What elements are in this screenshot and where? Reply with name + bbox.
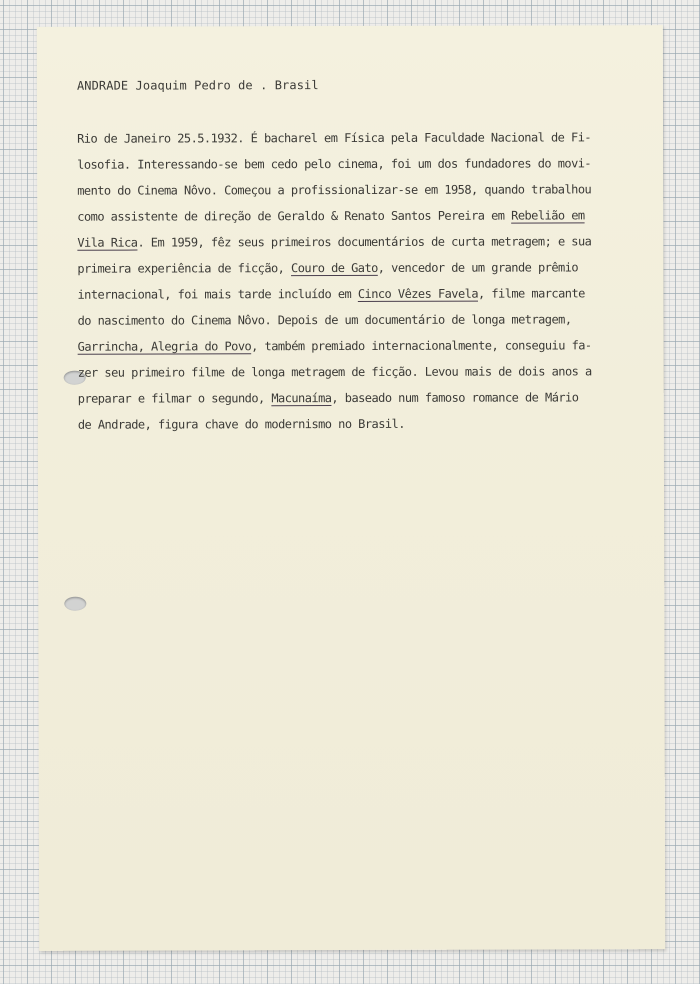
text-segment: internacional, foi mais tarde incluído em <box>77 286 358 302</box>
text-segment: zer seu primeiro filme de longa metragem de ficção. Levou mais de dois anos a <box>77 364 592 380</box>
film-title-underlined: Vila Rica <box>77 235 138 250</box>
body-line-8 <box>78 306 638 333</box>
text-segment: do nascimento do Cinema Nôvo. Depois de um documentário de longa metragem, <box>77 312 572 328</box>
text-segment: . Em 1959, fêz seus primeiros documentários de curta metragem; e sua <box>137 234 592 250</box>
text-segment: como assistente de direção de Geraldo & Renato Santos Pereira em <box>77 208 512 224</box>
text-segment: mento do Cinema Nôvo. Começou a profissionalizar-se em 1958, quando trabalhou <box>77 182 592 198</box>
text-segment: primeira experiência de ficção, <box>77 261 292 276</box>
body-line-11 <box>78 384 638 411</box>
entry-heading: ANDRADE Joaquim Pedro de . Brasil <box>76 78 319 93</box>
body-line-5 <box>77 228 637 255</box>
body-line-9 <box>78 332 638 359</box>
body-line-10 <box>78 358 638 385</box>
text-segment: , filme marcante <box>477 286 585 301</box>
film-title-underlined: Garrincha, Alegria do Povo <box>77 339 252 354</box>
body-line-4 <box>77 202 637 229</box>
body-line-12 <box>78 410 638 437</box>
body-line-3 <box>77 176 637 203</box>
typewritten-page <box>37 25 665 951</box>
text-segment: losofia. Interessando-se bem cedo pelo cinema, foi um dos fundadores do movi- <box>77 156 592 172</box>
film-title-underlined: Rebelião em <box>511 208 585 223</box>
punch-hole-bottom <box>64 597 86 611</box>
body-line-6 <box>77 254 637 281</box>
text-segment: , também premiado internacionalmente, conseguiu fa- <box>251 338 592 354</box>
text-segment: , vencedor de um grande prêmio <box>377 260 579 275</box>
text-segment: , baseado num famoso romance de Mário <box>331 390 579 406</box>
entry-body <box>77 124 638 437</box>
body-line-2 <box>77 150 637 177</box>
text-segment: preparar e filmar o segundo, <box>77 391 272 406</box>
film-title-underlined: Cinco Vêzes Favela <box>357 286 479 301</box>
text-segment: de Andrade, figura chave do modernismo no Brasil. <box>77 416 405 432</box>
body-line-7 <box>77 280 637 307</box>
text-segment: Rio de Janeiro 25.5.1932. É bacharel em Física pela Faculdade Nacional de Fi- <box>77 130 592 146</box>
film-title-underlined: Macunaíma <box>271 391 332 406</box>
film-title-underlined: Couro de Gato <box>290 260 378 276</box>
body-line-1 <box>77 124 637 151</box>
